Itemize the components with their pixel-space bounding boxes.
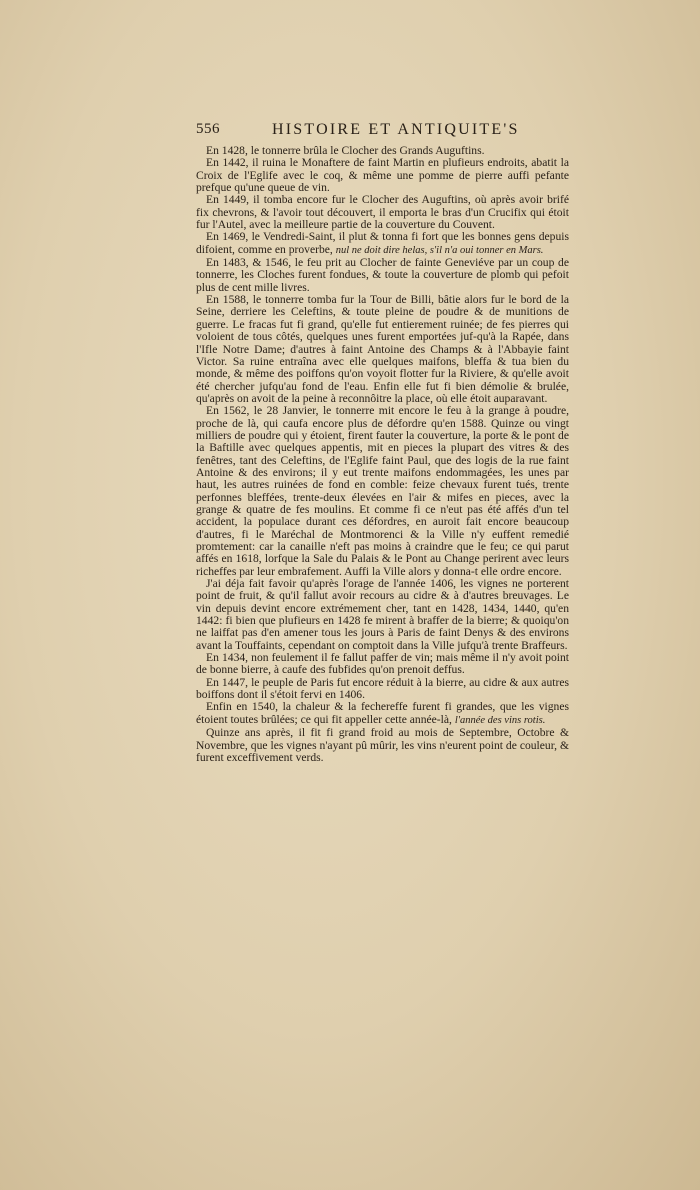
page-number: 556 <box>196 121 220 137</box>
page-header <box>196 121 566 145</box>
paragraph: En 1588, le tonnerre tomba fur la Tour de Billi, bâtie alors fur le bord de la Seine, derriere les Celeftins, & toute pleine de poudre & de munitions de guerre. Le fracas fut fi grand, qu'elle fut entierement ruinée; de fes pierres qui voloient de tous côtés, quelques unes furent emportées juf-qu'à la Rapée, dans l'Ifle Notre Dame; d'autres à faint Antoine des Champs & à l'Abbayie faint Victor. Sa ruine entraîna avec elle quelques maifons, bleffa & tua bien du monde, & même des poiffons qu'on voyoit flotter fur la Riviere, & qu'elle avoit été chercher jufqu'au fond de l'eau. Enfin elle fut fi bien démolie & brulée, qu'après on avoit de la peine à reconnôitre la place, où elle étoit auparavant. <box>196 293 569 405</box>
paragraph: J'ai déja fait favoir qu'après l'orage de l'année 1406, les vignes ne porterent point de fruit, & qu'il fallut avoir recours au cidre & à d'autres breuvages. Le vin depuis devint encore extrémement cher, tant en 1428, 1434, 1440, qu'en 1442: fi bien que plufieurs en 1428 fe mirent à braffer de la bierre; & quoiqu'on ne laiffat pas d'en amener tous les jours à Paris de faint Denys & des environs avant la Touffaints, cependant on comptoit dans la Ville jufqu'à trente Braffeurs. <box>196 577 569 652</box>
paragraph: Enfin en 1540, la chaleur & la fechereffe furent fi grandes, que les vignes étoient toutes brûlées; ce qui fit appeller cette année-là, l'année des vins rotis. <box>196 700 569 726</box>
proverb-italic: nul ne doit dire helas, s'il n'a oui tonner en Mars. <box>335 244 544 256</box>
paragraph: En 1562, le 28 Janvier, le tonnerre mit encore le feu à la grange à poudre, proche de là, qui caufa encore plus de défordre qu'en 1588. Quinze ou vingt milliers de poudre qui y étoient, firent fauter la couverture, la porte & le pont de la Baftille avec quelques appentis, mit en pieces la plupart des vitres & des fenêtres, tant des Celeftins, de l'Eglife faint Paul, que des logis de la rue faint Antoine & des environs; il y eut trente maifons endommagées, les unes par haut, les autres ruinées de fond en comble: feize chevaux furent tués, trente perfonnes bleffées, trente-deux élevées en l'air & mifes en pieces, avec la grange & quatre de fes moulins. Et comme fi ce n'eut pas été affés d'un tel accident, la populace durant ces défordres, en auroit fait encore beaucoup d'autres, fi le Maréchal de Montmorenci & la Ville n'y euffent remedié promtement: car la canaille n'eft pas moins à craindre que le feu; ce qui parut affés en 1618, lorfque la Sale du Palais & le Pont au Change perirent avec leurs richeffes par leur embrafement. Auffi la Ville alors y donna-t elle ordre encore. <box>196 404 569 578</box>
paragraph: En 1434, non feulement il fe fallut paffer de vin; mais même il n'y avoit point de bonne bierre, à caufe des fubfides qu'on prenoit deffus. <box>196 651 569 677</box>
body-text <box>196 145 569 764</box>
running-title: HISTOIRE ET ANTIQUITE'S <box>272 121 520 138</box>
paragraph: En 1469, le Vendredi-Saint, il plut & tonna fi fort que les bonnes gens depuis difoient, comme en proverbe, nul ne doit dire helas, s'il n'a oui tonner en Mars. <box>196 230 569 256</box>
year-name-italic: l'année des vins rotis. <box>454 714 546 726</box>
paragraph: En 1447, le peuple de Paris fut encore réduit à la bierre, au cidre & aux autres boiffons dont il s'étoit fervi en 1406. <box>196 675 569 702</box>
paragraph: En 1449, il tomba encore fur le Clocher des Auguftins, où après avoir brifé fix chevrons, & l'avoir tout découvert, il emporta le bras d'un Crucifix qui étoit fur l'Autel, avec la meilleure partie de la couverture du Couvent. <box>196 193 569 232</box>
paragraph: En 1428, le tonnerre brûla le Clocher des Grands Auguftins. <box>206 144 485 157</box>
paragraph: Quinze ans après, il fit fi grand froid au mois de Septembre, Octobre & Novembre, que les vignes n'ayant pû mûrir, les vins n'eurent point de couleur, & furent exceffivement verds. <box>196 726 569 764</box>
paragraph: En 1442, il ruina le Monaftere de faint Martin en plufieurs endroits, abatit la Croix de l'Eglife avec le coq, & même une pomme de pierre auffi pefante prefque qu'une queue de vin. <box>196 156 569 195</box>
paragraph: En 1483, & 1546, le feu prit au Clocher de fainte Geneviéve par un coup de tonnerre, les Cloches furent fondues, & toute la couverture de plomb qui pefoit plus de cent mille livres. <box>196 256 569 294</box>
